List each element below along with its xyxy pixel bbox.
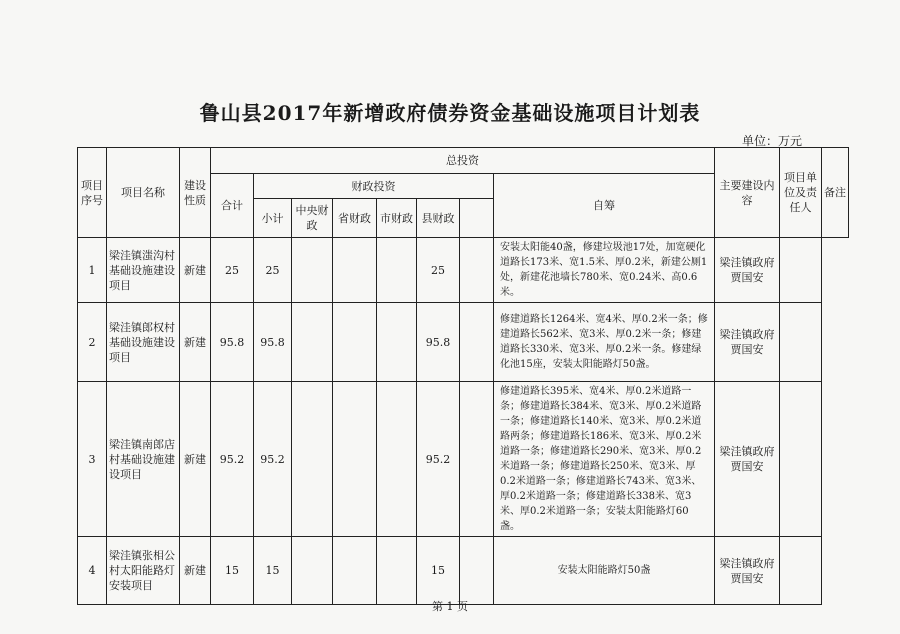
cell-seq: 3 xyxy=(78,382,107,537)
table-row xyxy=(78,303,849,382)
cell-self xyxy=(460,537,494,605)
cell-city xyxy=(377,238,417,303)
cell-name: 梁洼镇张相公村太阳能路灯安装项目 xyxy=(107,537,180,605)
header-remark: 备注 xyxy=(822,148,849,238)
cell-owner: 梁洼镇政府贾国安 xyxy=(715,303,780,382)
cell-seq: 2 xyxy=(78,303,107,382)
cell-city xyxy=(377,303,417,382)
cell-remark xyxy=(780,382,822,537)
header-total-investment: 总投资 xyxy=(211,148,715,174)
cell-remark xyxy=(780,238,822,303)
cell-subtotal: 95.8 xyxy=(254,303,292,382)
cell-owner: 梁洼镇政府贾国安 xyxy=(715,382,780,537)
cell-province xyxy=(333,382,377,537)
cell-central xyxy=(292,238,333,303)
project-plan-table xyxy=(77,147,849,605)
cell-nature: 新建 xyxy=(180,303,211,382)
cell-county: 95.8 xyxy=(417,303,460,382)
cell-name: 梁洼镇郎权村基础设施建设项目 xyxy=(107,303,180,382)
header-subtotal: 小计 xyxy=(254,199,292,238)
cell-seq: 4 xyxy=(78,537,107,605)
cell-name: 梁洼镇滍沟村基础设施建设项目 xyxy=(107,238,180,303)
cell-self xyxy=(460,382,494,537)
table-row xyxy=(78,382,849,537)
cell-central xyxy=(292,303,333,382)
table-row xyxy=(78,537,849,605)
cell-owner: 梁洼镇政府贾国安 xyxy=(715,537,780,605)
header-self: 自筹 xyxy=(494,174,715,238)
cell-province xyxy=(333,303,377,382)
cell-central xyxy=(292,382,333,537)
page-number: 第 1 页 xyxy=(432,600,468,613)
cell-nature: 新建 xyxy=(180,238,211,303)
cell-content: 安装太阳能路灯50盏 xyxy=(494,537,715,605)
cell-nature: 新建 xyxy=(180,382,211,537)
header-central: 中央财政 xyxy=(292,199,333,238)
cell-subtotal: 25 xyxy=(254,238,292,303)
cell-county: 95.2 xyxy=(417,382,460,537)
cell-self xyxy=(460,238,494,303)
cell-city xyxy=(377,382,417,537)
cell-total: 95.2 xyxy=(211,382,254,537)
cell-remark xyxy=(780,537,822,605)
header-fiscal: 财政投资 xyxy=(254,174,494,199)
header-total: 合计 xyxy=(211,174,254,238)
cell-content: 安装太阳能40盏，修建垃圾池17处，加宽硬化道路长173米、宽1.5米、厚0.2米，新建公厕1处，新建花池墙长780米、宽0.24米、高0.6米。 xyxy=(494,238,715,303)
cell-subtotal: 15 xyxy=(254,537,292,605)
cell-total: 25 xyxy=(211,238,254,303)
header-city: 市财政 xyxy=(377,199,417,238)
header-name: 项目名称 xyxy=(107,148,180,238)
cell-remark xyxy=(780,303,822,382)
cell-city xyxy=(377,537,417,605)
header-owner: 项目单位及责任人 xyxy=(780,148,822,238)
cell-nature: 新建 xyxy=(180,537,211,605)
cell-owner: 梁洼镇政府贾国安 xyxy=(715,238,780,303)
header-seq: 项目序号 xyxy=(78,148,107,238)
header-province: 省财政 xyxy=(333,199,377,238)
table-row xyxy=(78,238,849,303)
cell-content: 修建道路长1264米、宽4米、厚0.2米一条；修建道路长562米、宽3米、厚0.2米一条；修建道路长330米、宽3米、厚0.2米一条。修建绿化池15座，安装太阳能路灯50盏。 xyxy=(494,303,715,382)
cell-content: 修建道路长395米、宽4米、厚0.2米道路一条；修建道路长384米、宽3米、厚0.2米道路一条；修建道路长140米、宽3米、厚0.2米道路两条；修建道路长186米、宽3米、厚0.2米道路一条；修建道路长290米、宽3米、厚0.2米道路一条；修建道路长250米、宽3米、厚0.2米道路一条；修建道路长743米、宽3米、厚0.2米道路一条；修建道路长338米、宽3米、厚0.2米道路一条；安装太阳能路灯60盏。 xyxy=(494,382,715,537)
cell-total: 95.8 xyxy=(211,303,254,382)
header-county: 县财政 xyxy=(417,199,460,238)
header-content: 主要建设内容 xyxy=(715,148,780,238)
cell-subtotal: 95.2 xyxy=(254,382,292,537)
cell-total: 15 xyxy=(211,537,254,605)
cell-county: 15 xyxy=(417,537,460,605)
cell-seq: 1 xyxy=(78,238,107,303)
cell-central xyxy=(292,537,333,605)
unit-label: 单位：万元 xyxy=(742,134,803,148)
document-title: 鲁山县2017年新增政府债券资金基础设施项目计划表 xyxy=(199,101,701,125)
header-nature: 建设性质 xyxy=(180,148,211,238)
cell-county: 25 xyxy=(417,238,460,303)
cell-province xyxy=(333,238,377,303)
cell-name: 梁洼镇南郎店村基础设施建设项目 xyxy=(107,382,180,537)
cell-self xyxy=(460,303,494,382)
cell-province xyxy=(333,537,377,605)
